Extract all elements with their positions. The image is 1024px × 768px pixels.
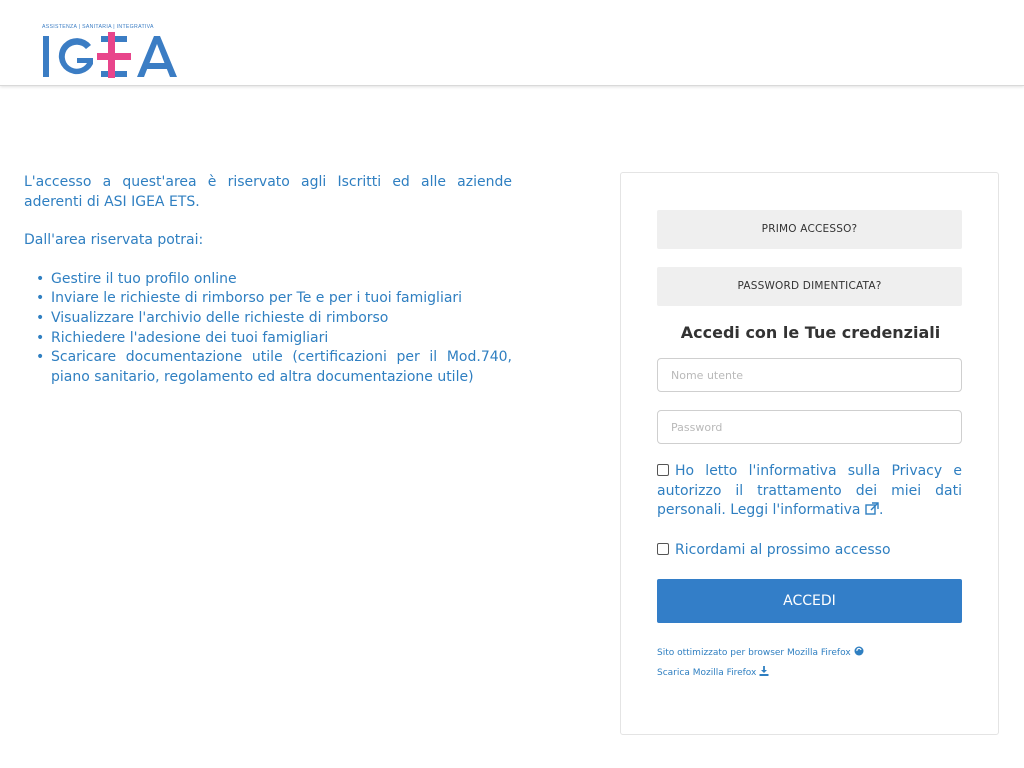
- privacy-text[interactable]: Ho letto l'informativa sulla Privacy e autorizzo il trattamento dei miei dati personali. Leggi l'informativa: [657, 463, 962, 519]
- logo-mark-icon: [41, 32, 181, 78]
- privacy-suffix: .: [878, 502, 884, 519]
- list-item: • Scaricare documentazione utile (certificazioni per il Mod.740, piano sanitario, regolamento ed altra documentazione utile): [24, 348, 512, 387]
- info-list: [24, 270, 512, 388]
- username-input[interactable]: [657, 358, 962, 392]
- list-item: • Inviare le richieste di rimborso per Te e per i tuoi famigliari: [24, 289, 512, 309]
- remember-label[interactable]: Ricordami al prossimo accesso: [675, 542, 891, 558]
- logo-tagline: ASSISTENZA | SANITARIA | INTEGRATIVA: [42, 24, 154, 30]
- info-panel: [24, 173, 512, 387]
- login-submit-button[interactable]: ACCEDI: [657, 579, 962, 623]
- privacy-consent: [657, 462, 962, 521]
- download-icon[interactable]: [759, 666, 769, 676]
- header: [0, 0, 1024, 86]
- remember-checkbox[interactable]: [657, 543, 669, 555]
- privacy-checkbox[interactable]: [657, 464, 669, 476]
- browser-note-text: Sito ottimizzato per browser Mozilla Firefox: [657, 648, 851, 658]
- download-firefox-link[interactable]: [657, 666, 769, 678]
- browser-note: [657, 646, 864, 658]
- info-subtitle: Dall'area riservata potrai:: [24, 232, 204, 249]
- download-firefox-text[interactable]: Scarica Mozilla Firefox: [657, 668, 757, 678]
- firefox-icon: [854, 646, 864, 656]
- login-title: Accedi con le Tue credenziali: [680, 323, 941, 342]
- igea-logo[interactable]: [41, 22, 181, 80]
- list-item: • Richiedere l'adesione dei tuoi famigliari: [24, 329, 512, 349]
- remember-me: [657, 541, 962, 561]
- info-intro: L'accesso a quest'area è riservato agli Iscritti ed alle aziende aderenti di ASI IGEA ETS.: [24, 174, 512, 210]
- list-item: • Gestire il tuo profilo online: [24, 270, 512, 290]
- external-link-icon[interactable]: [865, 502, 879, 516]
- first-access-button[interactable]: PRIMO ACCESSO?: [657, 210, 962, 249]
- list-item: • Visualizzare l'archivio delle richieste di rimborso: [24, 309, 512, 329]
- forgot-password-button[interactable]: PASSWORD DIMENTICATA?: [657, 267, 962, 306]
- password-input[interactable]: [657, 410, 962, 444]
- login-card: [620, 172, 999, 735]
